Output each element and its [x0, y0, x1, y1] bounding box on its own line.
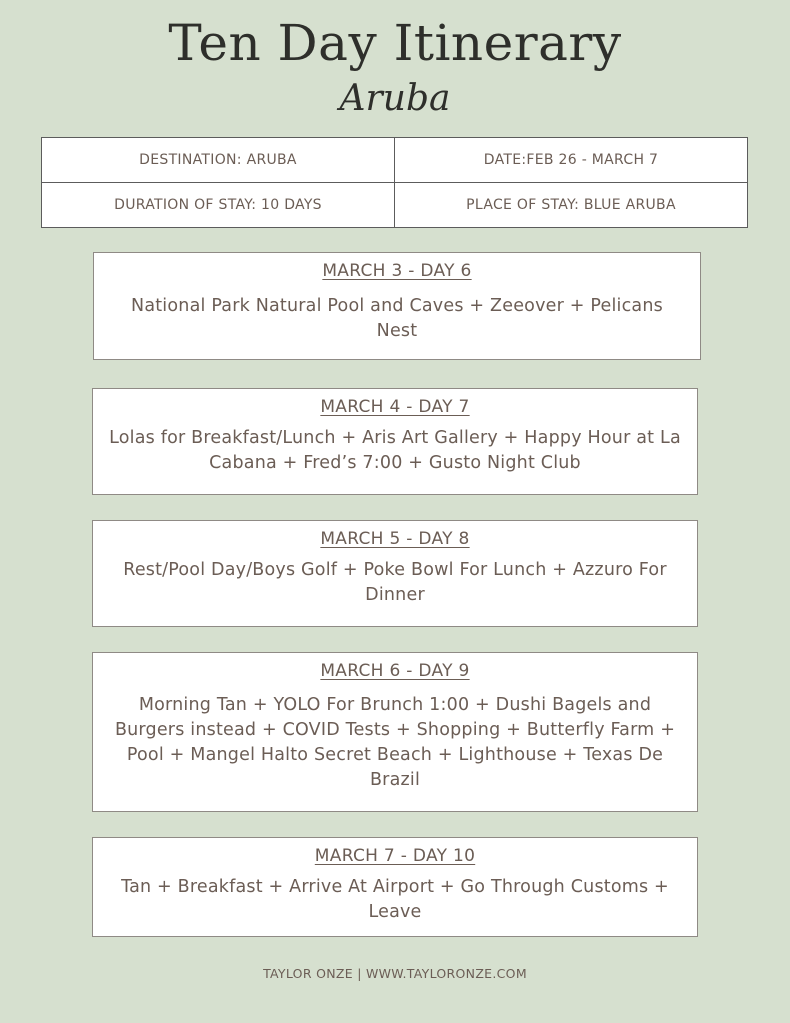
trip-info-row	[42, 183, 748, 228]
destination-cell: DESTINATION: ARUBA	[42, 138, 395, 183]
day-activities: Morning Tan + YOLO For Brunch 1:00 + Dushi Bagels and Burgers instead + COVID Tests + Shopping + Butterfly Farm + Pool + Mangel Halto Secret Beach + Lighthouse + Texas De Brazil	[114, 695, 676, 790]
trip-info-table	[41, 137, 748, 228]
day-activities: National Park Natural Pool and Caves + Zeeover + Pelicans Nest	[131, 296, 663, 341]
date-cell: DATE:FEB 26 - MARCH 7	[395, 138, 748, 183]
day-card-6	[93, 252, 701, 360]
day-card-8	[92, 520, 698, 627]
day-card-9	[92, 652, 698, 812]
day-activities: Rest/Pool Day/Boys Golf + Poke Bowl For Lunch + Azzuro For Dinner	[123, 560, 667, 605]
place-cell: PLACE OF STAY: BLUE ARUBA	[395, 183, 748, 228]
duration-cell: DURATION OF STAY: 10 DAYS	[42, 183, 395, 228]
day-heading: MARCH 3 - DAY 6	[322, 261, 472, 281]
trip-info-row	[42, 138, 748, 183]
day-heading: MARCH 4 - DAY 7	[320, 397, 470, 417]
day-card-7	[92, 388, 698, 495]
day-activities: Lolas for Breakfast/Lunch + Aris Art Gallery + Happy Hour at La Cabana + Fred’s 7:00 + Gusto Night Club	[109, 428, 681, 473]
footer-credit: TAYLOR ONZE | WWW.TAYLORONZE.COM	[263, 966, 527, 981]
day-card-10	[92, 837, 698, 937]
day-heading: MARCH 7 - DAY 10	[314, 846, 476, 866]
day-heading: MARCH 6 - DAY 9	[320, 661, 470, 681]
day-activities: Tan + Breakfast + Arrive At Airport + Go Through Customs + Leave	[121, 877, 669, 922]
page-subtitle: Aruba	[339, 78, 451, 119]
page-title: Ten Day Itinerary	[168, 14, 622, 72]
day-heading: MARCH 5 - DAY 8	[320, 529, 470, 549]
